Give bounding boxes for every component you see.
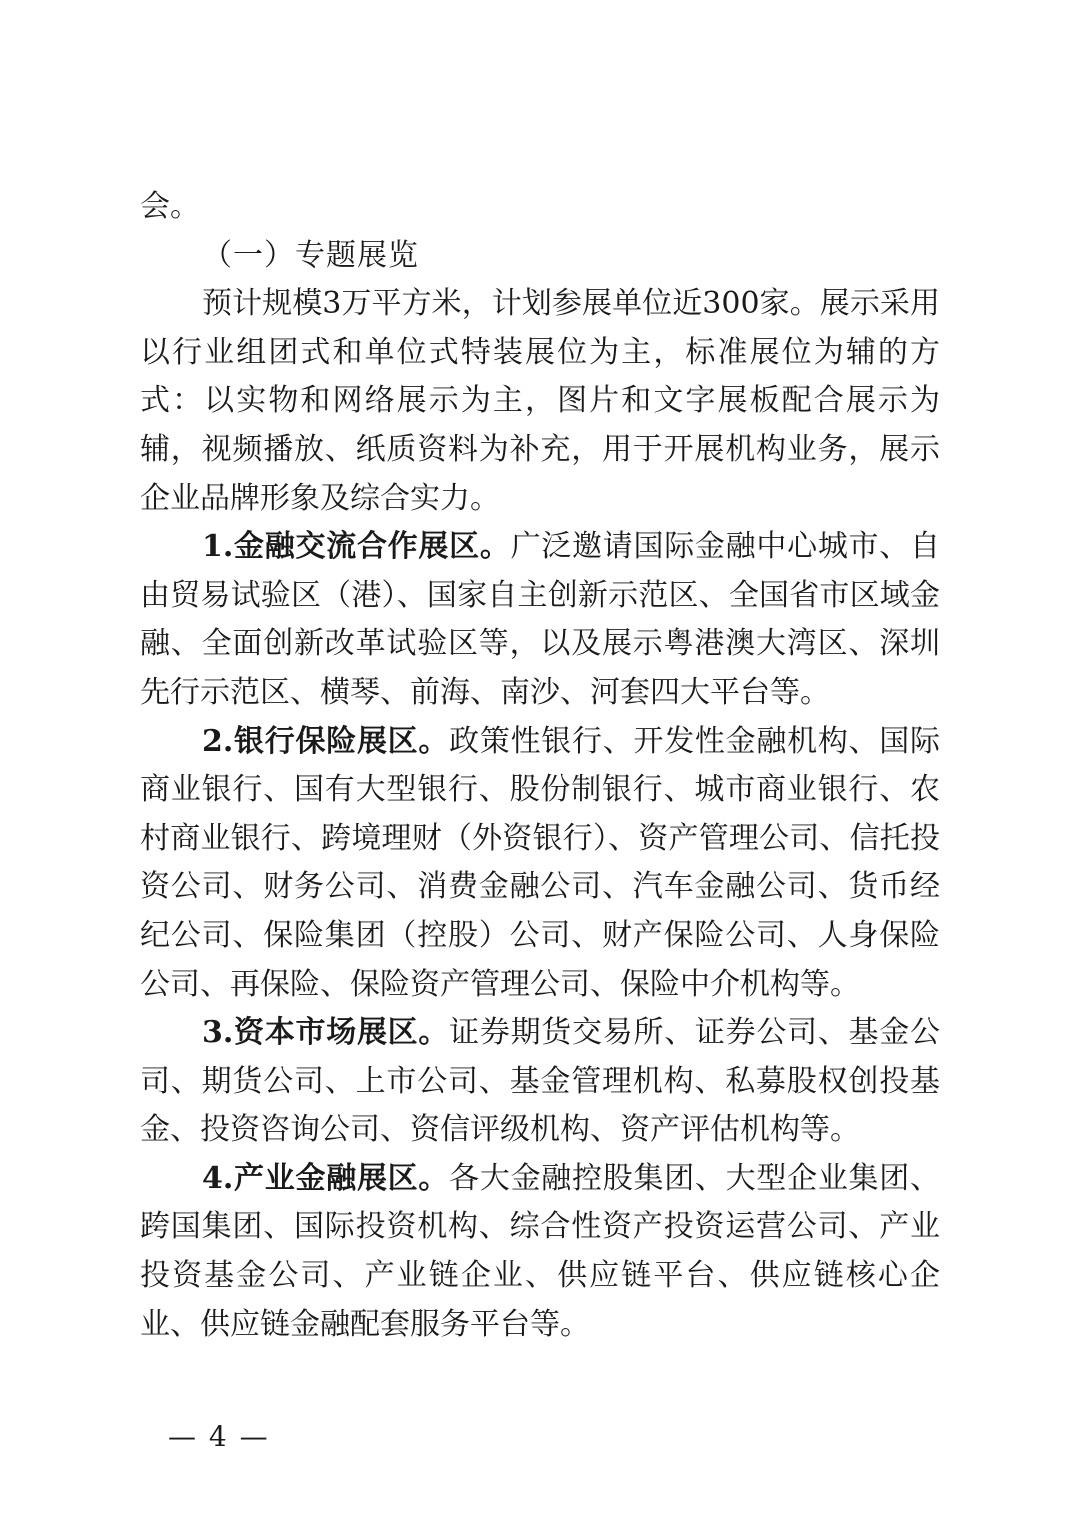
document-body — [140, 183, 940, 1349]
zone-text: 广泛邀请国际金融中心城市、自由贸易试验区（港）、国家自主创新示范区、全国省市区域金融、全面创新改革试验区等，以及展示粤港澳大湾区、深圳先行示范区、横琴、前海、南沙、河套四大平台等。 — [140, 529, 941, 710]
zone-paragraph-2 — [140, 718, 940, 1010]
zone-text: 证券期货交易所、证券公司、基金公司、期货公司、上市公司、基金管理机构、私募股权创投基金、投资咨询公司、资信评级机构、资产评估机构等。 — [140, 1015, 940, 1148]
zone-text: 政策性银行、开发性金融机构、国际商业银行、国有大型银行、股份制银行、城市商业银行、农村商业银行、跨境理财（外资银行）、资产管理公司、信托投资公司、财务公司、消费金融公司、汽车金融公司、货币经纪公司、保险集团（控股）公司、财产保险公司、人身保险公司、再保险、保险资产管理公司、保险中介机构等。 — [140, 723, 940, 1002]
zone-title: 2.银行保险展区。 — [202, 723, 450, 759]
zone-title: 4.产业金融展区。 — [202, 1160, 450, 1196]
zone-paragraph-1 — [140, 523, 940, 717]
page-number: — 4 — — [168, 1420, 270, 1453]
intro-paragraph: 预计规模3万平方米，计划参展单位近300家。展示采用以行业组团式和单位式特装展位为主，标准展位为辅的方式：以实物和网络展示为主，图片和文字展板配合展示为辅，视频播放、纸质资料为补充，用于开展机构业务，展示企业品牌形象及综合实力。 — [140, 286, 940, 516]
zone-text: 各大金融控股集团、大型企业集团、跨国集团、国际投资机构、综合性资产投资运营公司、产业投资基金公司、产业链企业、供应链平台、供应链核心企业、供应链金融配套服务平台等。 — [140, 1160, 940, 1342]
zone-paragraph-4 — [140, 1155, 940, 1349]
zone-title: 3.资本市场展区。 — [202, 1015, 450, 1051]
section-heading: （一）专题展览 — [202, 237, 419, 273]
continuation-text: 会。 — [140, 189, 200, 224]
zone-paragraph-3 — [140, 1009, 940, 1155]
zone-title: 1.金融交流合作展区。 — [202, 529, 511, 565]
